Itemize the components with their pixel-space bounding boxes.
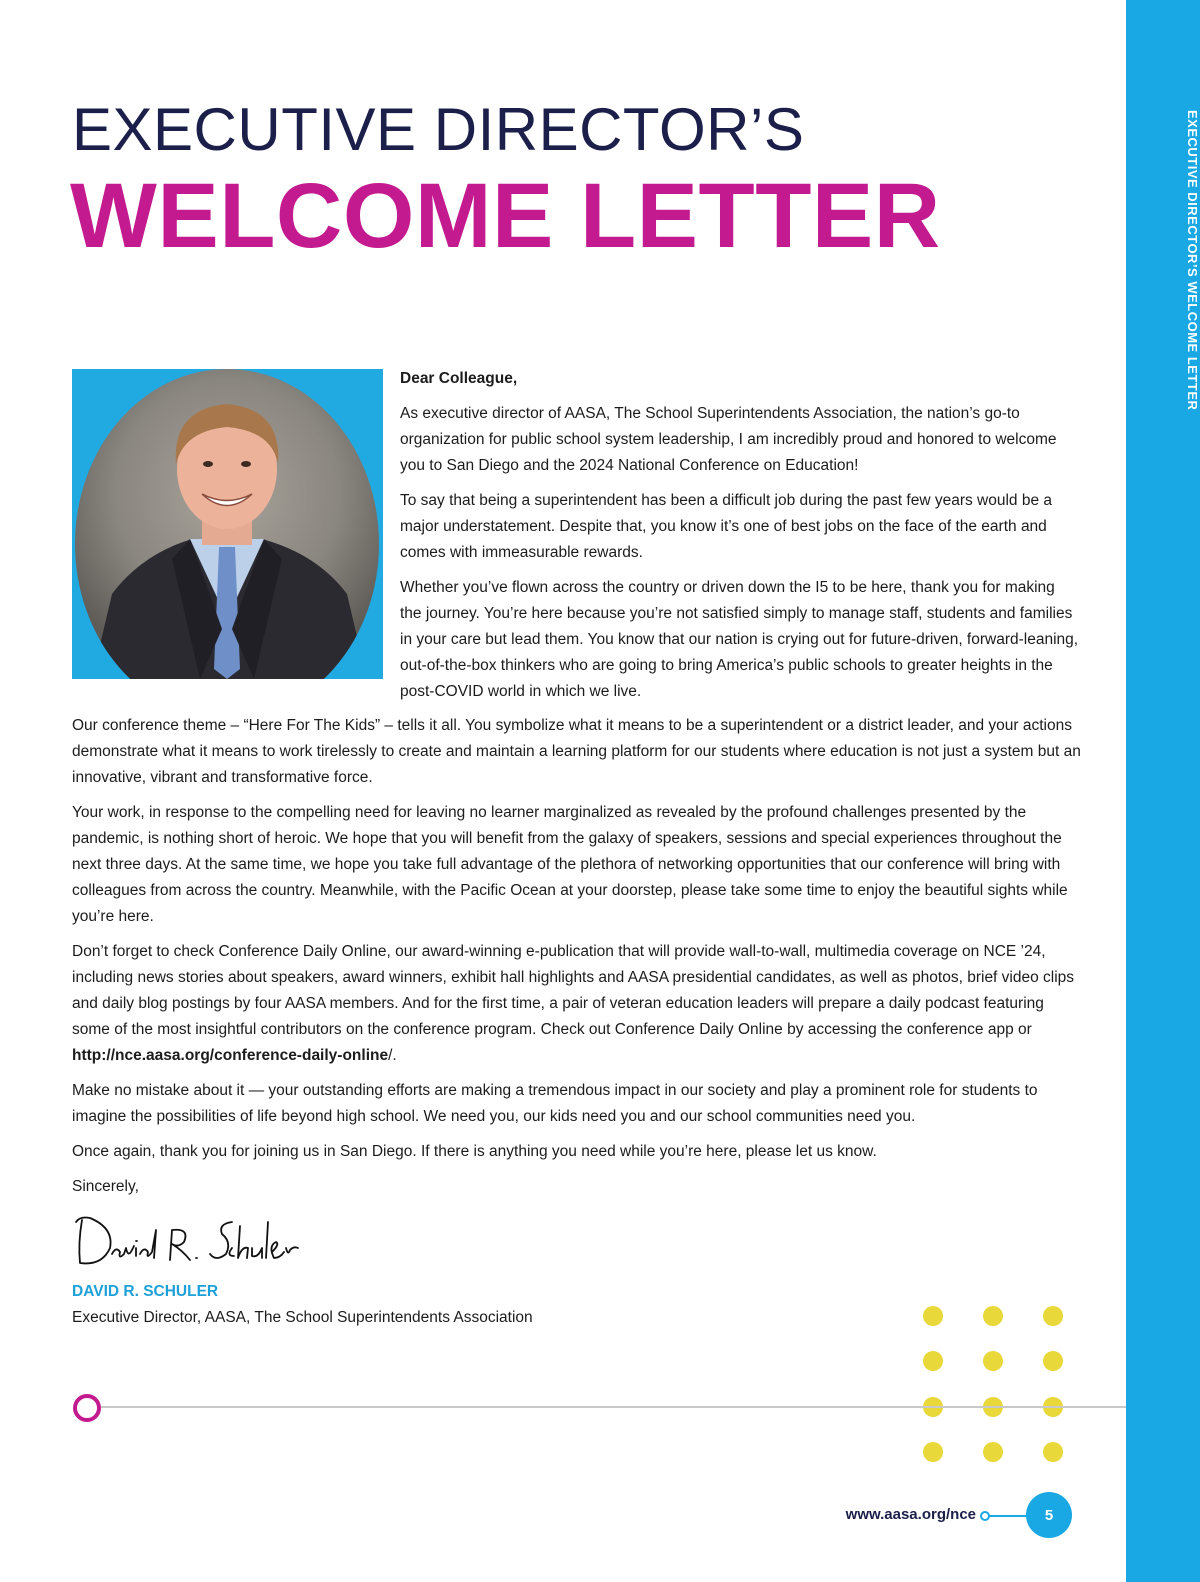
signer-title: Executive Director, AASA, The School Superintendents Association <box>72 1309 533 1326</box>
closing-paragraph: Once again, thank you for joining us in San Diego. If there is anything you need while you’re here, please let us know. <box>72 1143 877 1160</box>
portrait-illustration <box>72 369 383 679</box>
online-paragraph-tail: /. <box>388 1047 397 1064</box>
online-paragraph-text: Don’t forget to check Conference Daily Online, our award-winning e-publication that will provide wall-to-wall, multimedia coverage on NCE ’24, including news stories about speakers, award winners, exhibit hall highlights and AASA presidential candidates, as well as photos, brief video clips and daily blog postings by four AASA members. And for the first time, a pair of veteran education leaders will prepare a daily podcast featuring some of the most insightful contributors on the conference program. Check out Conference Daily Online by accessing the conference app or <box>72 943 1075 1038</box>
side-band <box>1126 0 1200 1582</box>
footer-small-ring-icon <box>980 1511 990 1521</box>
page-title-line2: WELCOME LETTER <box>70 165 941 267</box>
page-title-line1: EXECUTIVE DIRECTOR’S <box>72 96 805 163</box>
letter-body <box>72 713 1082 1209</box>
footer-connector <box>984 1515 1028 1517</box>
page-number: 5 <box>1026 1492 1072 1538</box>
conference-daily-link[interactable]: http://nce.aasa.org/conference-daily-online <box>72 1047 389 1064</box>
intro-paragraph: To say that being a superintendent has been a difficult job during the past few years would be a major understatement. Despite that, you know it’s one of best jobs on the face of the earth and comes with immeasurable rewards. <box>400 492 1053 561</box>
signer-name: DAVID R. SCHULER <box>72 1283 219 1300</box>
online-paragraph <box>72 939 1082 1069</box>
letter-intro <box>400 366 1080 714</box>
footer-website[interactable]: www.aasa.org/nce <box>845 1506 976 1523</box>
signature-image <box>72 1208 302 1278</box>
letter-salutation: Dear Colleague, <box>400 370 518 387</box>
portrait-photo <box>72 369 383 679</box>
intro-paragraph: As executive director of AASA, The School Superintendents Association, the nation’s go-to organization for public school system leadership, I am incredibly proud and honored to welcome you to San Diego and the 2024 National Conference on Education! <box>400 405 1057 474</box>
footer-ring-icon <box>73 1394 101 1422</box>
signoff: Sincerely, <box>72 1178 139 1195</box>
body-paragraph: Your work, in response to the compelling need for leaving no learner marginalized as revealed by the profound challenges presented by the pandemic, is nothing short of heroic. We hope that you will benefit from the galaxy of speakers, sessions and special experiences throughout the next three days. At the same time, we hope you take full advantage of the plethora of networking opportunities that our conference will bring with colleagues from across the country. Meanwhile, with the Pacific Ocean at your doorstep, please take some time to enjoy the beautiful sights while you’re here. <box>72 804 1068 925</box>
closing-paragraph: Make no mistake about it — your outstanding efforts are making a tremendous impact in our society and play a prominent role for students to imagine the possibilities of life beyond high school. We need you, our kids need you and our school communities need you. <box>72 1082 1038 1125</box>
body-paragraph: Our conference theme – “Here For The Kids” – tells it all. You symbolize what it means to be a superintendent or a district leader, and your actions demonstrate what it means to work tirelessly to create and maintain a learning platform for our students where education is not just a system but an innovative, vibrant and transformative force. <box>72 717 1081 786</box>
intro-paragraph: Whether you’ve flown across the country or driven down the I5 to be here, thank you for making the journey. You’re here because you’re not satisfied simply to manage staff, students and families in your care but lead them. You know that our nation is crying out for future-driven, forward-leaning, out-of-the-box thinkers who are going to bring America’s public schools to greater heights in the post-COVID world in which we live. <box>400 579 1079 700</box>
side-section-label: EXECUTIVE DIRECTOR’S WELCOME LETTER <box>1185 110 1200 411</box>
footer-divider <box>100 1406 1126 1408</box>
